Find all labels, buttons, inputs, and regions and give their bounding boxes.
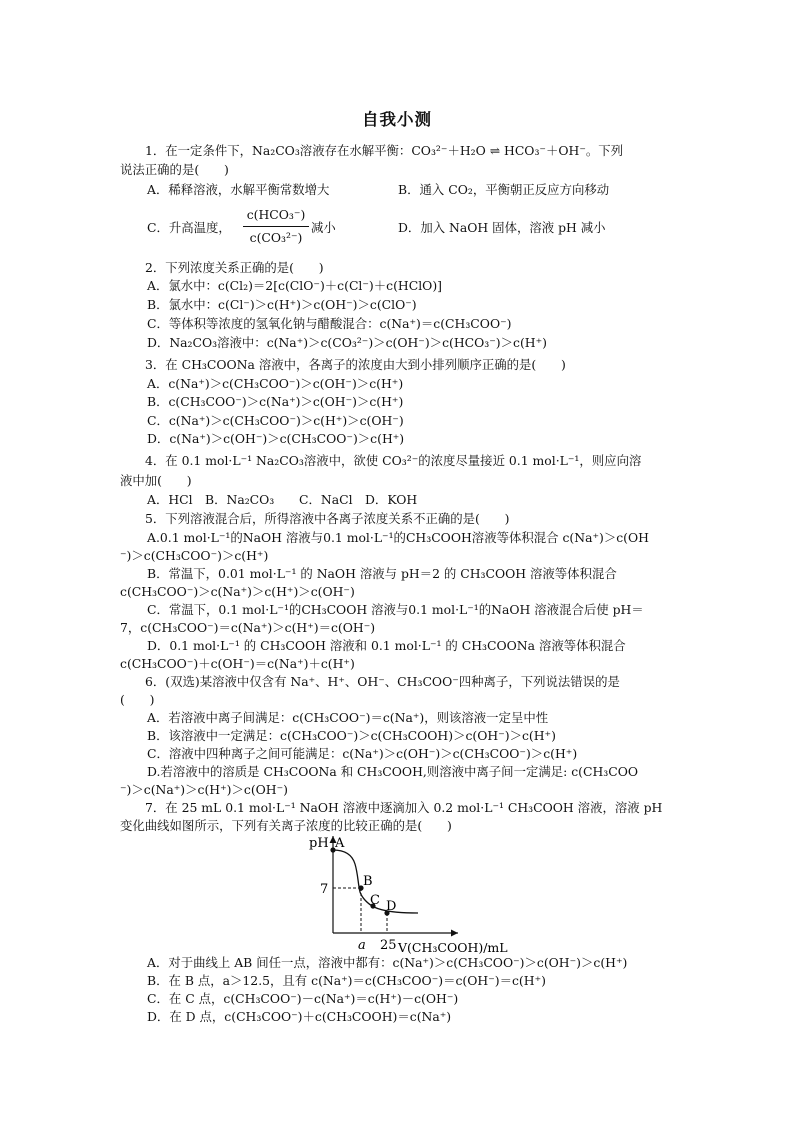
q2-option-b: B．氯水中：c(Cl⁻)＞c(H⁺)＞c(OH⁻)＞c(ClO⁻) — [147, 297, 417, 312]
point-c-label: C — [370, 893, 380, 908]
titration-curve-graph — [300, 830, 530, 954]
q5-option-a-line1: A.0.1 mol·L⁻¹的NaOH 溶液与0.1 mol·L⁻¹的CH₃COOH溶液等体积混合 c(Na⁺)＞c(OH — [147, 530, 649, 545]
page-title: 自我小测 — [362, 110, 432, 129]
fraction-denominator: c(CO₃²⁻) — [249, 230, 303, 245]
q7-option-b: B．在 B 点，a＞12.5，且有 c(Na⁺)＝c(CH₃COO⁻)＝c(OH⁻)＝c(H⁺) — [147, 973, 546, 988]
q6-option-a: A．若溶液中离子间满足：c(CH₃COO⁻)＝c(Na⁺)，则该溶液一定呈中性 — [147, 710, 549, 725]
q4-stem-line2: 液中加( ) — [120, 473, 192, 488]
q1-option-d: D．加入 NaOH 固体，溶液 pH 减小 — [398, 220, 606, 235]
q3-option-a: A．c(Na⁺)＞c(CH₃COO⁻)＞c(OH⁻)＞c(H⁺) — [147, 376, 404, 391]
fraction-numerator: c(HCO₃⁻) — [246, 207, 306, 222]
q7-option-c: C．在 C 点，c(CH₃COO⁻)－c(Na⁺)＝c(H⁺)－c(OH⁻) — [147, 991, 459, 1006]
q5-option-c-line2: 7，c(CH₃COO⁻)＝c(Na⁺)＞c(H⁺)＝c(OH⁻) — [120, 620, 376, 635]
x-tick-25: 25 — [380, 938, 397, 953]
q6-option-d-line2: ⁻)＞c(Na⁺)＞c(H⁺)＞c(OH⁻) — [120, 782, 288, 797]
point-a-label: A — [335, 836, 345, 851]
q5-option-b-line1: B．常温下，0.01 mol·L⁻¹ 的 NaOH 溶液与 pH＝2 的 CH₃COOH 溶液等体积混合 — [147, 566, 617, 581]
q6-stem-line1: 6．(双选)某溶液中仅含有 Na⁺、H⁺、OH⁻、CH₃COO⁻四种离子，下列说法错误的是 — [145, 674, 620, 689]
q6-stem-line2: ( ) — [120, 692, 155, 707]
q1-stem-line2: 说法正确的是( ) — [120, 162, 229, 177]
q1-stem-line1: 1．在一定条件下，Na₂CO₃溶液存在水解平衡：CO₃²⁻＋H₂O ⇌ HCO₃⁻＋OH⁻。下列 — [145, 143, 624, 158]
q3-option-c: C．c(Na⁺)＞c(CH₃COO⁻)＞c(H⁺)＞c(OH⁻) — [147, 413, 404, 428]
q5-option-d-line1: D．0.1 mol·L⁻¹ 的 CH₃COOH 溶液和 0.1 mol·L⁻¹ 的 CH₃COONa 溶液等体积混合 — [147, 638, 626, 653]
q1-option-c-prefix: C．升高温度， — [147, 220, 231, 235]
q5-option-b-line2: c(CH₃COO⁻)＞c(Na⁺)＞c(H⁺)＞c(OH⁻) — [120, 584, 355, 599]
q2-option-c: C．等体积等浓度的氢氧化钠与醋酸混合：c(Na⁺)＝c(CH₃COO⁻) — [147, 316, 512, 331]
q7-stem-line2: 变化曲线如图所示，下列有关离子浓度的比较正确的是( ) — [120, 818, 452, 833]
q5-option-a-line2: ⁻)＞c(CH₃COO⁻)＞c(H⁺) — [120, 548, 269, 563]
q5-option-c-line1: C．常温下，0.1 mol·L⁻¹的CH₃COOH 溶液与0.1 mol·L⁻¹的NaOH 溶液混合后使 pH＝ — [147, 602, 644, 617]
q3-option-d: D．c(Na⁺)＞c(OH⁻)＞c(CH₃COO⁻)＞c(H⁺) — [147, 431, 405, 446]
q7-option-d: D．在 D 点，c(CH₃COO⁻)＋c(CH₃COOH)＝c(Na⁺) — [147, 1009, 452, 1024]
q7-option-a: A．对于曲线上 AB 间任一点，溶液中都有：c(Na⁺)＞c(CH₃COO⁻)＞c(OH⁻)＞c(H⁺) — [147, 955, 628, 970]
q1-option-a: A．稀释溶液，水解平衡常数增大 — [147, 182, 330, 197]
q7-stem-line1: 7．在 25 mL 0.1 mol·L⁻¹ NaOH 溶液中逐滴加入 0.2 mol·L⁻¹ CH₃COOH 溶液，溶液 pH — [145, 800, 663, 815]
q3-option-b: B．c(CH₃COO⁻)＞c(Na⁺)＞c(OH⁻)＞c(H⁺) — [147, 394, 404, 409]
point-b-label: B — [363, 874, 373, 889]
q4-options: A．HCl B．Na₂CO₃ C．NaCl D．KOH — [147, 492, 418, 507]
q5-stem: 5．下列溶液混合后，所得溶液中各离子浓度关系不正确的是( ) — [145, 511, 510, 526]
q2-option-a: A．氯水中：c(Cl₂)＝2[c(ClO⁻)＋c(Cl⁻)＋c(HClO)] — [147, 278, 442, 293]
x-tick-a: a — [358, 938, 366, 953]
q2-stem: 2．下列浓度关系正确的是( ) — [145, 260, 324, 275]
q2-option-d: D．Na₂CO₃溶液中：c(Na⁺)＞c(CO₃²⁻)＞c(OH⁻)＞c(HCO₃⁻)＞c(H⁺) — [147, 335, 547, 350]
q6-option-c: C．溶液中四种离子之间可能满足：c(Na⁺)＞c(OH⁻)＞c(CH₃COO⁻)＞c(H⁺) — [147, 746, 578, 761]
point-d-label: D — [386, 899, 397, 914]
q1-option-c-fraction — [243, 205, 309, 248]
q3-stem: 3．在 CH₃COONa 溶液中，各离子的浓度由大到小排列顺序正确的是( ) — [145, 357, 566, 372]
q6-option-b: B．该溶液中一定满足：c(CH₃COO⁻)＞c(CH₃COOH)＞c(OH⁻)＞c(H⁺) — [147, 728, 556, 743]
q4-stem-line1: 4．在 0.1 mol·L⁻¹ Na₂CO₃溶液中，欲使 CO₃²⁻的浓度尽量接近 0.1 mol·L⁻¹，则应向溶 — [145, 453, 642, 468]
q6-option-d-line1: D.若溶液中的溶质是 CH₃COONa 和 CH₃COOH,则溶液中离子间一定满足: c(CH₃COO — [147, 764, 639, 779]
q1-option-b: B．通入 CO₂，平衡朝正反应方向移动 — [398, 182, 610, 197]
y-tick-7: 7 — [320, 882, 329, 897]
q1-option-c-suffix: 减小 — [311, 220, 336, 235]
q5-option-d-line2: c(CH₃COO⁻)＋c(OH⁻)＝c(Na⁺)＋c(H⁺) — [120, 656, 355, 671]
y-axis-label: pH — [309, 836, 329, 851]
x-axis-label: V(CH₃COOH)/mL — [398, 940, 508, 954]
fraction-bar — [243, 226, 309, 227]
